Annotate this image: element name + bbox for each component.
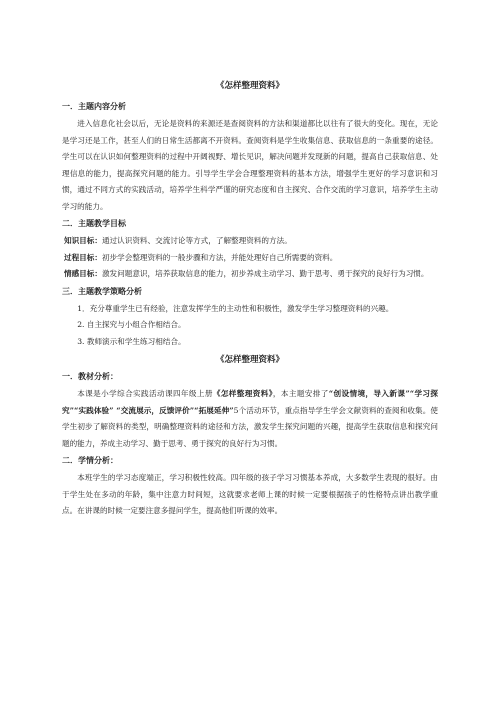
text-run-bold: 《怎样整理资料》 [212, 389, 273, 398]
goal-label: 情感目标： [64, 269, 102, 278]
goal-text: 激发问题意识，培养获取信息的能力，初步养成主动学习、勤于思考、勇于探究的良好行为习惯。 [101, 269, 429, 278]
goal-label: 过程目标： [64, 252, 102, 262]
section-heading: 三．主题教学策略分析 [62, 285, 142, 296]
doc-title: 《怎样整理资料》 [215, 355, 284, 365]
section-heading: 二．主题教学目标 [62, 218, 126, 228]
text-run: ，本主题安排了 [272, 389, 329, 398]
paragraph: 本班学生的学习态度端正，学习积极性较高。四年级的孩子学习习惯基本养成，大多数学生表现的很好。由于学生处在多动的年龄，集中注意力时间短，这就要求老师上课的时候一定要根据孩子的性格特点讲出教学重点。在讲课的时候一定要注意多提问学生，提高他们听课的效率。 [62, 473, 438, 515]
paragraph [62, 386, 438, 452]
section-heading: 一．教材分析： [62, 371, 118, 381]
goal-label: 知识目标： [64, 236, 102, 245]
goal-text: 初步学会整理资料的一般步骤和方法，并能处理好自己所需要的资料。 [101, 252, 338, 262]
goal-knowledge [62, 233, 438, 250]
doc-section-2 [62, 354, 438, 520]
goal-emotion [62, 266, 438, 283]
text-run: 5个活动环节，重点指导学生学会文献资料的查阅和收集。使学生初步了解资料的类型，明确整理资料的途径和方法，激发学生探究问题的兴趣，提高学生获取信息和探究问题的能力，养成主动学习、勤于思考、勇于探究的良好行为习惯。 [62, 405, 438, 448]
text-run-bold: “创设情境，导入新课”“学习探究”“实践体验” “交流展示，反馈评价”“拓展延伸” [62, 389, 438, 415]
section-heading: 一．主题内容分析 [62, 101, 126, 111]
goal-text: 通过认识资料、交流讨论等方式，了解整理资料的方法。 [101, 236, 292, 245]
strategy-item: 1．充分尊重学生已有经验，注意发挥学生的主动性和积极性，激发学生学习整理资料的兴趣。 [77, 303, 394, 313]
section-heading: 二．学情分析： [62, 455, 118, 465]
doc-section-1 [62, 80, 438, 350]
strategy-item: 3. 教师演示和学生练习相结合。 [77, 336, 186, 346]
paragraph: 进入信息化社会以后，无论是资料的来源还是查阅资料的方法和渠道都比以往有了很大的变化。现在，无论是学习还是工作，甚至人们的日常生活都离不开资料。查阅资料是学生收集信息、获取信息的一条重要的途径。学生可以在认识如何整理资料的过程中开阔视野、增长见识，解决问题并发现新的问题，提高自己获取信息、处理信息的能力，提高探究问题的能力。引导学生学会合理整理资料的基本方法，增强学生更好的学习意识和习惯，通过不同方式的实践活动，培养学生科学严谨的研究态度和自主探究、合作交流的学习意识，培养学生主动学习的能力。 [62, 119, 438, 211]
text-run: 本课是小学综合实践活动课四年级上册 [77, 389, 213, 398]
goal-process [62, 250, 438, 267]
strategy-item: 2. 自主探究与小组合作相结合。 [77, 320, 186, 329]
doc-title: 《怎样整理资料》 [215, 81, 284, 91]
